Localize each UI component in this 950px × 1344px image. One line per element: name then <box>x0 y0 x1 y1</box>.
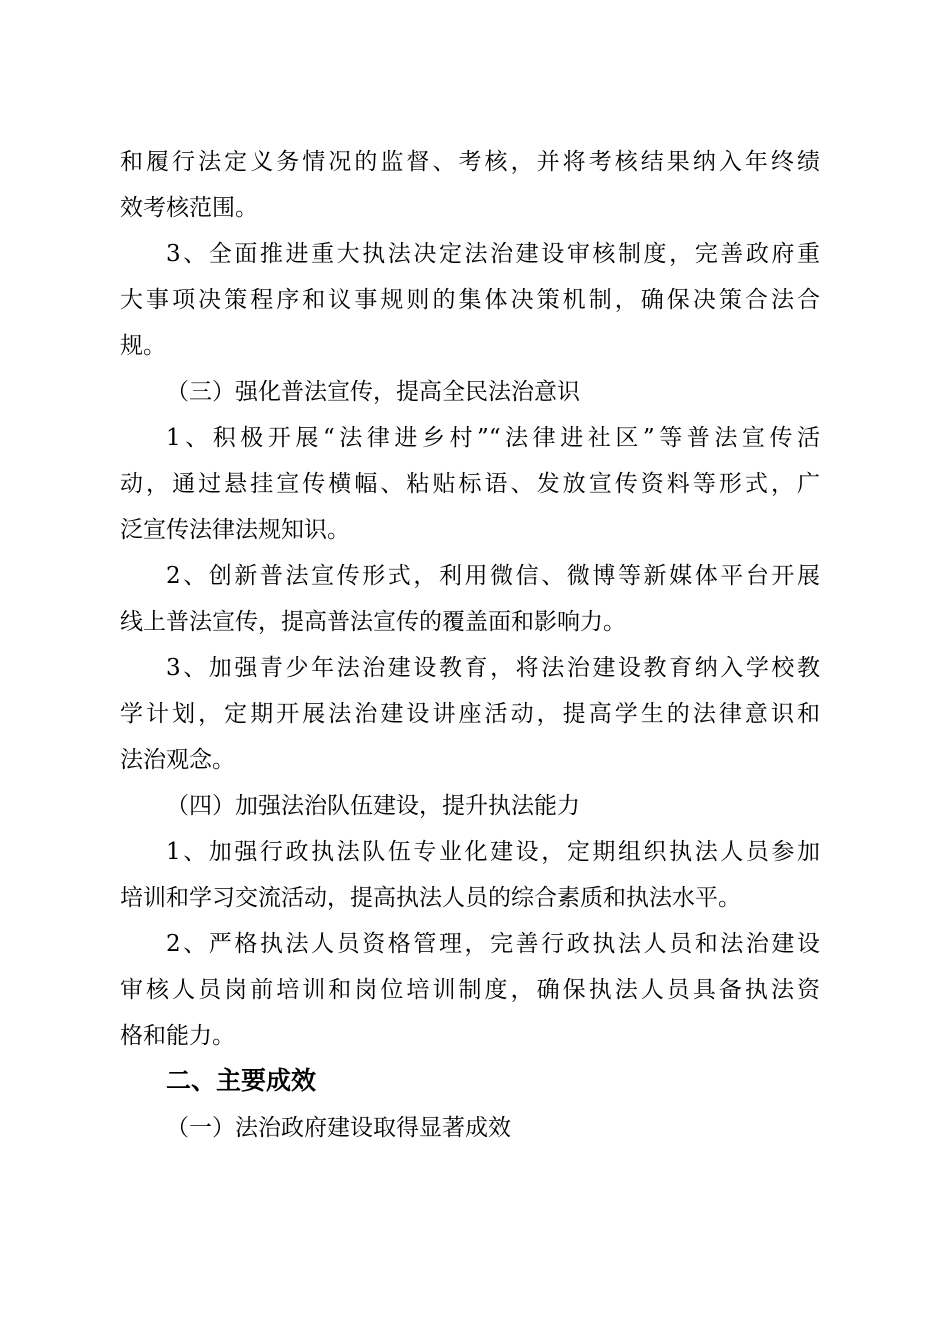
body-text-line: 效考核范围。 <box>120 195 258 221</box>
section-heading: 二、主要成效 <box>166 1066 317 1095</box>
body-text-line: 审核人员岗前培训和岗位培训制度，确保执法人员具备执法资 <box>120 977 820 1003</box>
paragraph-first-line: 3、全面推进重大执法决定法治建设审核制度，完善政府重 <box>166 241 820 267</box>
body-text-line: 学计划，定期开展法治建设讲座活动，提高学生的法律意识和 <box>120 701 820 727</box>
body-text-line: 动，通过悬挂宣传横幅、粘贴标语、发放宣传资料等形式，广 <box>120 471 820 497</box>
body-text-line: 培训和学习交流活动，提高执法人员的综合素质和执法水平。 <box>120 885 741 911</box>
paragraph-first-line: 2、创新普法宣传形式，利用微信、微博等新媒体平台开展 <box>166 563 820 589</box>
paragraph-first-line: 1、积极开展“法律进乡村”“法律进社区”等普法宣传活 <box>166 425 820 451</box>
body-text-line: 大事项决策程序和议事规则的集体决策机制，确保决策合法合 <box>120 287 820 313</box>
body-text-line: 和履行法定义务情况的监督、考核，并将考核结果纳入年终绩 <box>120 149 820 175</box>
subsection-heading: （三）强化普法宣传，提高全民法治意识 <box>166 379 580 405</box>
body-text-line: 线上普法宣传，提高普法宣传的覆盖面和影响力。 <box>120 609 626 635</box>
paragraph-first-line: 1、加强行政执法队伍专业化建设，定期组织执法人员参加 <box>166 839 820 865</box>
subsection-heading: （一）法治政府建设取得显著成效 <box>166 1115 511 1141</box>
paragraph-first-line: 3、加强青少年法治建设教育，将法治建设教育纳入学校教 <box>166 655 820 681</box>
body-text-line: 泛宣传法律法规知识。 <box>120 517 350 543</box>
paragraph-first-line: 2、严格执法人员资格管理，完善行政执法人员和法治建设 <box>166 931 820 957</box>
subsection-heading: （四）加强法治队伍建设，提升执法能力 <box>166 793 580 819</box>
body-text-line: 法治观念。 <box>120 747 235 773</box>
body-text-line: 格和能力。 <box>120 1023 235 1049</box>
body-text-line: 规。 <box>120 333 166 359</box>
